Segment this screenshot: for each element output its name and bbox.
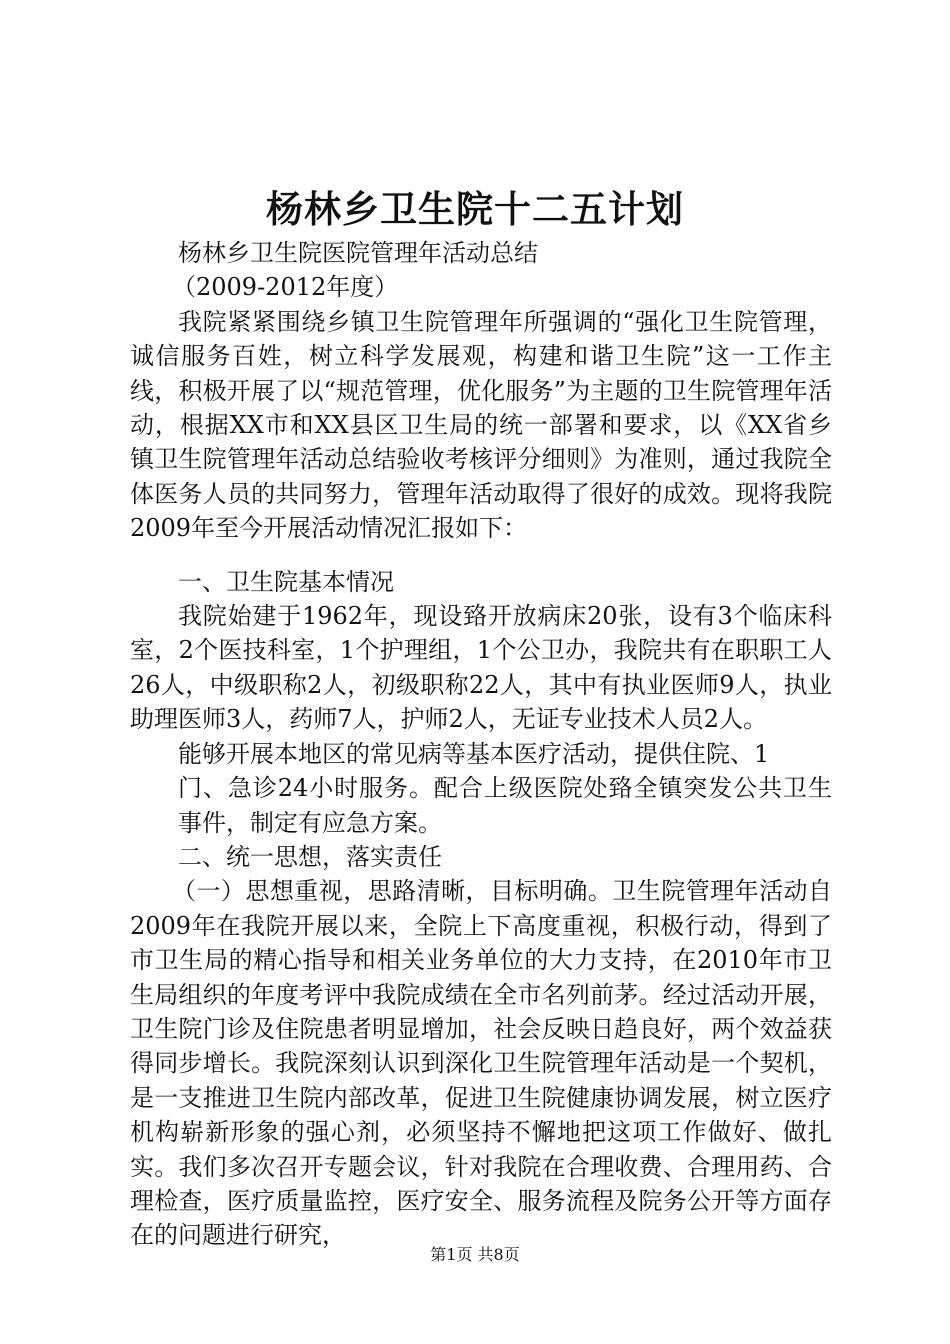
subtitle-line: 杨林乡卫生院医院管理年活动总结	[178, 239, 538, 267]
year-range-line: （2009-2012年度）	[172, 273, 399, 302]
basic-info-paragraph: 我院始建于1962年，现设臵开放病床20张，设有3个临床科室，2个医技科室，1个护理组，1个公卫办，我院共有在职职工人26人，中级职称2人，初级职称22人，其中有执业医师9人，执业助理医师3人，药师7人，护师2人，无证专业技术人员2人。	[130, 602, 832, 734]
section-heading-basic-info: 一、卫生院基本情况	[178, 567, 394, 596]
services-paragraph-start: 能够开展本地区的常见病等基本医疗活动，提供住院、1	[178, 739, 770, 768]
section-heading-responsibility: 二、统一思想，落实责任	[178, 842, 442, 871]
document-body	[130, 236, 832, 1253]
services-paragraph-cont: 门、急诊24小时服务。配合上级医院处臵全镇突发公共卫生事件，制定有应急方案。	[178, 774, 832, 837]
document-title: 杨林乡卫生院十二五计划	[266, 187, 684, 231]
intro-paragraph: 我院紧紧围绕乡镇卫生院管理年所强调的“强化卫生院管理，诚信服务百姓，树立科学发展观，构建和谐卫生院”这一工作主线，积极开展了以“规范管理，优化服务”为主题的卫生院管理年活动，根据XX市和XX县区卫生局的统一部署和要求，以《XX省乡镇卫生院管理年活动总结验收考核评分细则》为准则，通过我院全体医务人员的共同努力，管理年活动取得了很好的成效。现将我院2009年至今开展活动情况汇报如下：	[130, 307, 832, 543]
page-number-footer: 第1页 共8页	[430, 1245, 520, 1264]
responsibility-paragraph: （一）思想重视，思路清晰，目标明确。卫生院管理年活动自2009年在我院开展以来，全院上下高度重视，积极行动，得到了市卫生局的精心指导和相关业务单位的大力支持，在2010年市卫生局组织的年度考评中我院成绩在全市名列前茅。经过活动开展，卫生院门诊及住院患者明显增加，社会反映日趋良好，两个效益获得同步增长。我院深刻认识到深化卫生院管理年活动是一个契机，是一支推进卫生院内部改革，促进卫生院健康协调发展，树立医疗机构崭新形象的强心剂，必须坚持不懈地把这项工作做好、做扎实。我们多次召开专题会议，针对我院在合理收费、合理用药、合理检查，医疗质量监控，医疗安全、服务流程及院务公开等方面存在的问题进行研究，	[130, 877, 832, 1250]
